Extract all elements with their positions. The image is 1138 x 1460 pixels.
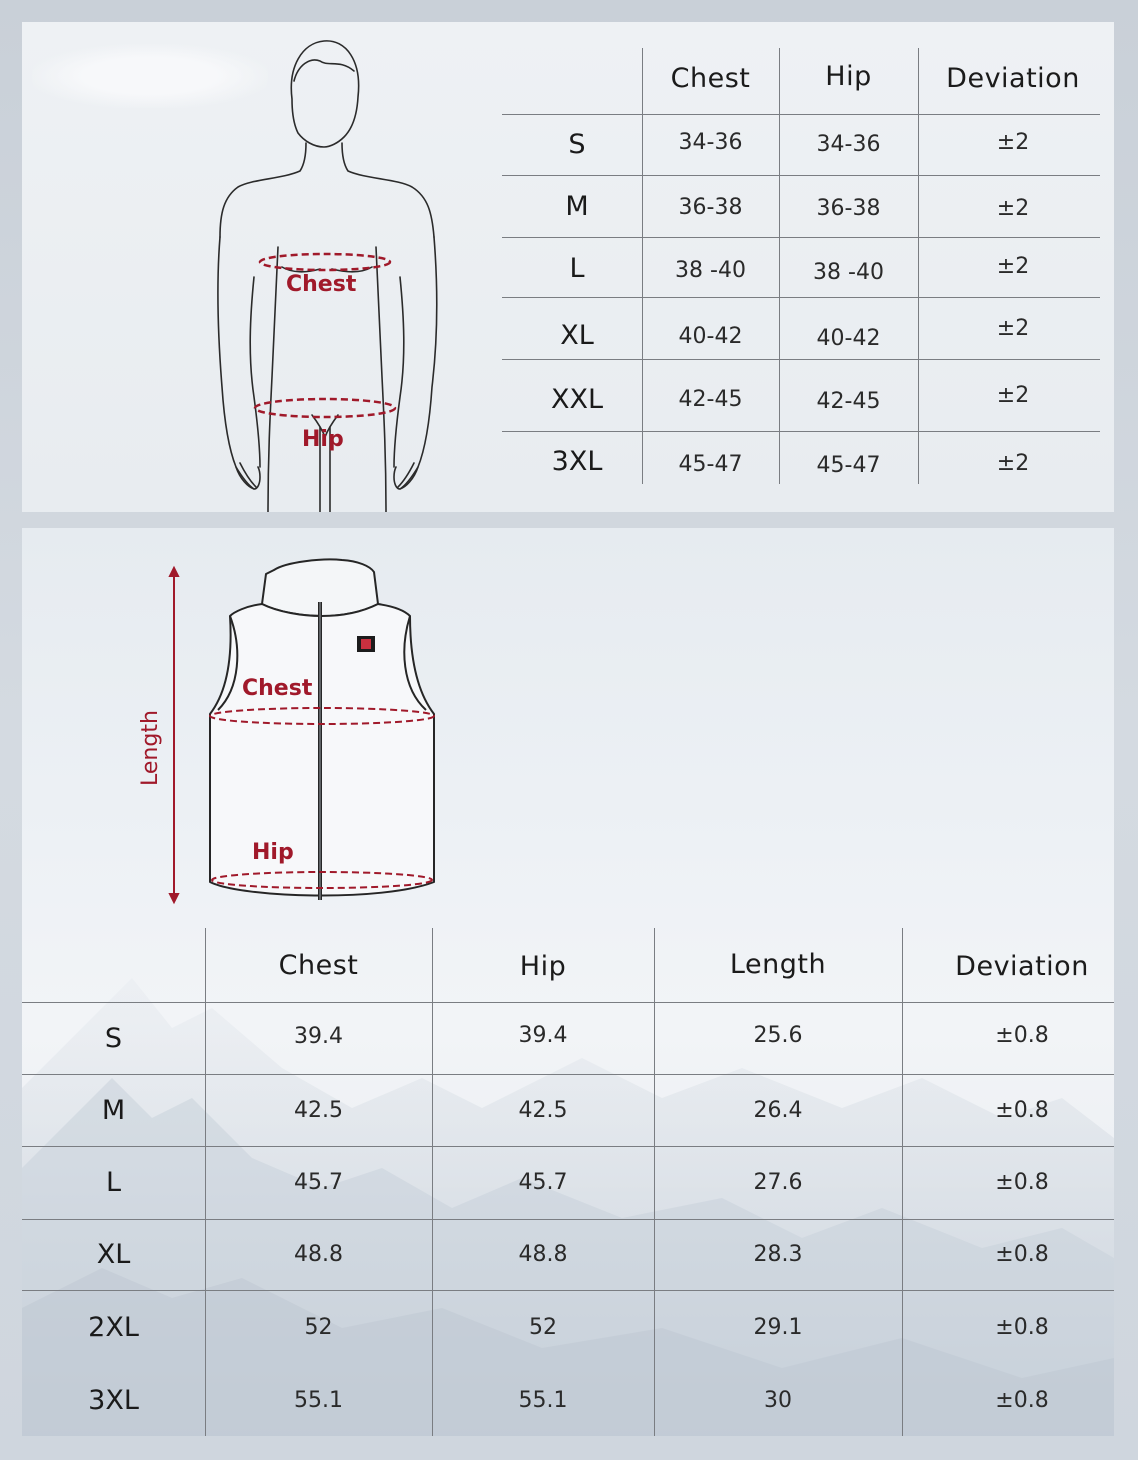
hip-value: 38 -40 [813, 259, 884, 285]
body-size-table [502, 48, 1102, 484]
chest-value: 42-45 [678, 386, 743, 412]
size-label: L [569, 252, 585, 284]
hip-value: 42.5 [518, 1097, 568, 1123]
chest-value: 52 [304, 1314, 333, 1340]
chest-value: 34-36 [678, 129, 743, 155]
chest-value: 39.4 [294, 1023, 343, 1049]
size-label: 2XL [88, 1311, 139, 1343]
length-value: 30 [764, 1387, 792, 1413]
hip-value: 52 [529, 1314, 557, 1340]
deviation-value: ±2 [996, 195, 1030, 221]
chest-value: 36-38 [678, 194, 743, 220]
header-hip: Hip [519, 950, 567, 982]
header-length: Length [729, 948, 827, 980]
length-label: Length [138, 710, 163, 786]
chest-value: 45-47 [678, 451, 743, 477]
size-label: XL [96, 1239, 131, 1270]
chest-value: 48.8 [294, 1242, 343, 1267]
vest-size-table [22, 928, 1114, 1436]
hip-value: 48.8 [518, 1242, 568, 1267]
size-label: XXL [550, 383, 604, 415]
size-label: S [568, 129, 586, 160]
deviation-value: ±0.8 [995, 1097, 1049, 1123]
hip-label: Hip [302, 427, 344, 452]
header-deviation: Deviation [955, 950, 1089, 982]
deviation-value: ±0.8 [995, 1314, 1049, 1340]
size-label: 3XL [551, 445, 603, 477]
deviation-value: ±0.8 [995, 1387, 1049, 1413]
chest-label: Chest [286, 272, 357, 297]
deviation-value: ±2 [996, 253, 1030, 279]
hip-value: 39.4 [518, 1022, 568, 1048]
size-label: M [565, 190, 589, 222]
header-chest: Chest [670, 62, 751, 94]
length-value: 28.3 [753, 1242, 803, 1267]
deviation-value: ±2 [996, 315, 1030, 341]
vest-hip-label: Hip [252, 840, 294, 865]
hip-value: 55.1 [518, 1387, 568, 1413]
length-value: 26.4 [753, 1097, 803, 1123]
body-size-panel [22, 22, 1114, 512]
size-label: L [105, 1167, 122, 1198]
vest-size-panel [22, 528, 1114, 1436]
header-deviation: Deviation [946, 62, 1080, 94]
length-value: 29.1 [753, 1314, 803, 1340]
deviation-value: ±0.8 [995, 1022, 1049, 1048]
hip-value: 34-36 [816, 132, 881, 157]
hip-value: 36-38 [816, 195, 881, 221]
length-value: 27.6 [753, 1170, 803, 1195]
size-label: M [101, 1094, 126, 1126]
length-value: 25.6 [753, 1022, 803, 1048]
size-label: 3XL [88, 1384, 139, 1416]
chest-value: 42.5 [294, 1097, 343, 1123]
hip-value: 42-45 [816, 388, 881, 414]
deviation-value: ±0.8 [995, 1170, 1049, 1195]
deviation-value: ±2 [996, 450, 1030, 476]
deviation-value: ±2 [996, 129, 1030, 155]
hip-value: 45.7 [518, 1170, 568, 1195]
deviation-value: ±0.8 [995, 1242, 1049, 1267]
hip-value: 40-42 [816, 325, 881, 351]
chest-value: 38 -40 [675, 257, 746, 283]
chest-value: 55.1 [294, 1387, 343, 1413]
size-label: XL [560, 319, 594, 351]
header-hip: Hip [825, 60, 872, 92]
header-chest: Chest [278, 949, 359, 981]
vest-chest-label: Chest [242, 676, 313, 701]
deviation-value: ±2 [996, 382, 1030, 408]
hip-value: 45-47 [816, 452, 881, 478]
size-label: S [104, 1022, 123, 1054]
chest-value: 45.7 [294, 1170, 343, 1195]
chest-value: 40-42 [678, 323, 743, 349]
